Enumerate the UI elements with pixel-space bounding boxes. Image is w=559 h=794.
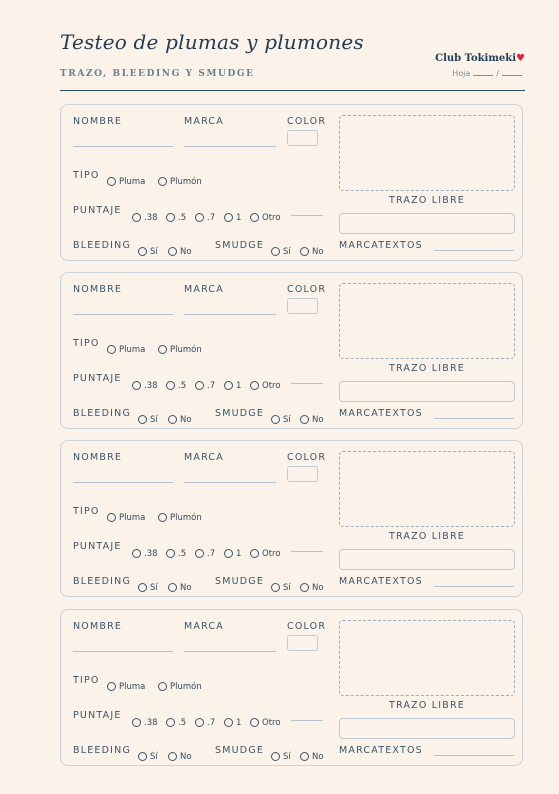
hoja-label: Hoja xyxy=(452,69,471,78)
radio-icon[interactable] xyxy=(107,345,116,354)
color-label: COLOR xyxy=(287,116,327,127)
radio-icon[interactable] xyxy=(168,247,177,256)
radio-icon[interactable] xyxy=(168,752,177,761)
test-card-2 xyxy=(60,272,523,429)
puntaje-option-label: .38 xyxy=(144,718,158,728)
bleeding-option-label: Sí xyxy=(150,583,158,593)
puntaje-option[interactable] xyxy=(166,205,186,224)
tipo-option[interactable] xyxy=(158,505,202,524)
color-label: COLOR xyxy=(287,284,327,295)
bleeding-option[interactable] xyxy=(168,744,192,763)
marca-field[interactable] xyxy=(184,314,276,315)
smudge-label: SMUDGE xyxy=(215,576,265,587)
color-swatch[interactable] xyxy=(287,298,318,314)
trazo-libre-box[interactable] xyxy=(339,115,515,191)
marca-label: MARCA xyxy=(184,452,224,463)
puntaje-option[interactable] xyxy=(195,541,215,560)
smudge-option[interactable] xyxy=(271,744,291,763)
tipo-option[interactable] xyxy=(107,505,145,524)
brand-logo xyxy=(435,53,525,64)
bleeding-option[interactable] xyxy=(138,744,158,763)
puntaje-label: PUNTAJE xyxy=(73,205,122,216)
smudge-option[interactable] xyxy=(300,575,324,594)
tipo-option[interactable] xyxy=(158,674,202,693)
puntaje-option[interactable] xyxy=(195,373,215,392)
bleeding-option-label: No xyxy=(180,752,192,762)
smudge-option[interactable] xyxy=(300,407,324,426)
color-swatch[interactable] xyxy=(287,466,318,482)
radio-icon[interactable] xyxy=(250,718,259,727)
radio-icon[interactable] xyxy=(300,583,309,592)
radio-icon[interactable] xyxy=(224,549,233,558)
otro-field[interactable] xyxy=(291,551,323,552)
smudge-option-label: Sí xyxy=(283,247,291,257)
tipo-option-label: Plumón xyxy=(170,345,202,355)
marcatextos-label: MARCATEXTOS xyxy=(339,408,423,419)
color-swatch[interactable] xyxy=(287,130,318,146)
hoja-blank-2[interactable] xyxy=(502,75,522,76)
bleeding-option[interactable] xyxy=(138,407,158,426)
bleeding-option-label: No xyxy=(180,415,192,425)
bleeding-label: BLEEDING xyxy=(73,240,131,251)
heart-icon: ♥ xyxy=(516,53,525,64)
puntaje-option-label: .38 xyxy=(144,549,158,559)
radio-icon[interactable] xyxy=(107,177,116,186)
puntaje-option[interactable] xyxy=(224,373,241,392)
nombre-field[interactable] xyxy=(73,651,173,652)
trazo-libre-input[interactable] xyxy=(339,381,515,402)
bleeding-option-label: Sí xyxy=(150,415,158,425)
trazo-libre-box[interactable] xyxy=(339,283,515,359)
puntaje-option-label: Otro xyxy=(262,718,281,728)
radio-icon[interactable] xyxy=(107,682,116,691)
puntaje-option[interactable] xyxy=(166,710,186,729)
puntaje-option-label: .38 xyxy=(144,381,158,391)
puntaje-option[interactable] xyxy=(224,710,241,729)
puntaje-option[interactable] xyxy=(250,205,281,224)
puntaje-option[interactable] xyxy=(132,541,158,560)
page-title: Testeo de plumas y plumones xyxy=(60,30,364,54)
smudge-label: SMUDGE xyxy=(215,745,265,756)
marca-label: MARCA xyxy=(184,116,224,127)
marca-field[interactable] xyxy=(184,651,276,652)
smudge-option[interactable] xyxy=(271,239,291,258)
puntaje-option-label: .5 xyxy=(178,718,187,728)
radio-icon[interactable] xyxy=(271,752,280,761)
puntaje-option[interactable] xyxy=(132,373,158,392)
tipo-option[interactable] xyxy=(107,169,145,188)
smudge-option-label: No xyxy=(312,415,324,425)
puntaje-option-label: .7 xyxy=(207,549,216,559)
puntaje-label: PUNTAJE xyxy=(73,541,122,552)
header-divider xyxy=(60,90,525,91)
trazo-libre-input[interactable] xyxy=(339,549,515,570)
marca-label: MARCA xyxy=(184,284,224,295)
tipo-option-label: Pluma xyxy=(119,177,146,187)
smudge-option-label: Sí xyxy=(283,752,291,762)
radio-icon[interactable] xyxy=(166,549,175,558)
radio-icon[interactable] xyxy=(195,213,204,222)
tipo-label: TIPO xyxy=(73,170,100,181)
marca-field[interactable] xyxy=(184,146,276,147)
smudge-option-label: No xyxy=(312,752,324,762)
radio-icon[interactable] xyxy=(168,583,177,592)
trazo-libre-input[interactable] xyxy=(339,213,515,234)
tipo-label: TIPO xyxy=(73,506,100,517)
bleeding-option-label: No xyxy=(180,247,192,257)
radio-icon[interactable] xyxy=(224,213,233,222)
radio-icon[interactable] xyxy=(132,549,141,558)
marcatextos-field[interactable] xyxy=(434,418,514,419)
tipo-option-label: Plumón xyxy=(170,513,202,523)
test-card-4 xyxy=(60,609,523,766)
radio-icon[interactable] xyxy=(300,415,309,424)
marcatextos-label: MARCATEXTOS xyxy=(339,576,423,587)
nombre-field[interactable] xyxy=(73,482,173,483)
test-card-3 xyxy=(60,440,523,597)
tipo-option[interactable] xyxy=(107,337,145,356)
puntaje-option[interactable] xyxy=(195,205,215,224)
puntaje-option[interactable] xyxy=(224,205,241,224)
radio-icon[interactable] xyxy=(158,682,167,691)
puntaje-option-label: .5 xyxy=(178,381,187,391)
trazo-libre-box[interactable] xyxy=(339,451,515,527)
bleeding-option-label: Sí xyxy=(150,247,158,257)
radio-icon[interactable] xyxy=(224,718,233,727)
tipo-label: TIPO xyxy=(73,675,100,686)
marcatextos-field[interactable] xyxy=(434,250,514,251)
tipo-option-label: Pluma xyxy=(119,513,146,523)
smudge-option[interactable] xyxy=(271,407,291,426)
test-card-1 xyxy=(60,104,523,261)
radio-icon[interactable] xyxy=(166,718,175,727)
smudge-label: SMUDGE xyxy=(215,240,265,251)
tipo-option-label: Plumón xyxy=(170,177,202,187)
puntaje-option[interactable] xyxy=(132,205,158,224)
trazo-libre-label: TRAZO LIBRE xyxy=(389,195,465,206)
radio-icon[interactable] xyxy=(271,583,280,592)
smudge-option-label: No xyxy=(312,247,324,257)
puntaje-option-label: .7 xyxy=(207,718,216,728)
brand-name: Club Tokimeki xyxy=(435,53,517,64)
puntaje-option-label: .7 xyxy=(207,213,216,223)
marca-field[interactable] xyxy=(184,482,276,483)
puntaje-option[interactable] xyxy=(166,541,186,560)
hoja-blank-1[interactable] xyxy=(473,75,493,76)
page-subtitle: TRAZO, BLEEDING Y SMUDGE xyxy=(60,69,255,79)
radio-icon[interactable] xyxy=(195,718,204,727)
radio-icon[interactable] xyxy=(138,247,147,256)
trazo-libre-label: TRAZO LIBRE xyxy=(389,700,465,711)
smudge-option[interactable] xyxy=(300,239,324,258)
otro-field[interactable] xyxy=(291,720,323,721)
trazo-libre-label: TRAZO LIBRE xyxy=(389,363,465,374)
puntaje-option-label: 1 xyxy=(236,381,242,391)
puntaje-option-label: .5 xyxy=(178,213,187,223)
puntaje-option-label: .38 xyxy=(144,213,158,223)
puntaje-option-label: .7 xyxy=(207,381,216,391)
radio-icon[interactable] xyxy=(250,213,259,222)
nombre-label: NOMBRE xyxy=(73,116,123,127)
bleeding-option-label: Sí xyxy=(150,752,158,762)
smudge-label: SMUDGE xyxy=(215,408,265,419)
smudge-option-label: Sí xyxy=(283,415,291,425)
radio-icon[interactable] xyxy=(107,513,116,522)
hoja-separator: / xyxy=(496,69,499,78)
puntaje-option[interactable] xyxy=(224,541,241,560)
radio-icon[interactable] xyxy=(168,415,177,424)
radio-icon[interactable] xyxy=(158,177,167,186)
marcatextos-label: MARCATEXTOS xyxy=(339,240,423,251)
color-swatch[interactable] xyxy=(287,635,318,651)
otro-field[interactable] xyxy=(291,215,323,216)
puntaje-option-label: Otro xyxy=(262,549,281,559)
radio-icon[interactable] xyxy=(158,513,167,522)
radio-icon[interactable] xyxy=(250,549,259,558)
nombre-label: NOMBRE xyxy=(73,284,123,295)
smudge-option-label: Sí xyxy=(283,583,291,593)
puntaje-option-label: 1 xyxy=(236,549,242,559)
marcatextos-field[interactable] xyxy=(434,755,514,756)
otro-field[interactable] xyxy=(291,383,323,384)
radio-icon[interactable] xyxy=(132,213,141,222)
puntaje-option-label: 1 xyxy=(236,213,242,223)
radio-icon[interactable] xyxy=(300,247,309,256)
sheet-number xyxy=(452,69,525,78)
tipo-label: TIPO xyxy=(73,338,100,349)
tipo-option[interactable] xyxy=(158,337,202,356)
radio-icon[interactable] xyxy=(300,752,309,761)
puntaje-option-label: .5 xyxy=(178,549,187,559)
puntaje-option-label: Otro xyxy=(262,381,281,391)
bleeding-option[interactable] xyxy=(168,239,192,258)
trazo-libre-input[interactable] xyxy=(339,718,515,739)
radio-icon[interactable] xyxy=(138,415,147,424)
radio-icon[interactable] xyxy=(158,345,167,354)
puntaje-option[interactable] xyxy=(195,710,215,729)
radio-icon[interactable] xyxy=(138,752,147,761)
bleeding-label: BLEEDING xyxy=(73,408,131,419)
radio-icon[interactable] xyxy=(166,381,175,390)
puntaje-option[interactable] xyxy=(250,710,281,729)
puntaje-option[interactable] xyxy=(132,710,158,729)
color-label: COLOR xyxy=(287,452,327,463)
tipo-option-label: Pluma xyxy=(119,682,146,692)
nombre-label: NOMBRE xyxy=(73,621,123,632)
nombre-label: NOMBRE xyxy=(73,452,123,463)
radio-icon[interactable] xyxy=(271,415,280,424)
bleeding-label: BLEEDING xyxy=(73,745,131,756)
smudge-option-label: No xyxy=(312,583,324,593)
marcatextos-label: MARCATEXTOS xyxy=(339,745,423,756)
puntaje-label: PUNTAJE xyxy=(73,373,122,384)
bleeding-option-label: No xyxy=(180,583,192,593)
bleeding-option[interactable] xyxy=(138,239,158,258)
trazo-libre-label: TRAZO LIBRE xyxy=(389,531,465,542)
bleeding-option[interactable] xyxy=(168,407,192,426)
puntaje-label: PUNTAJE xyxy=(73,710,122,721)
puntaje-option-label: Otro xyxy=(262,213,281,223)
radio-icon[interactable] xyxy=(195,549,204,558)
radio-icon[interactable] xyxy=(166,213,175,222)
radio-icon[interactable] xyxy=(138,583,147,592)
tipo-option-label: Pluma xyxy=(119,345,146,355)
nombre-field[interactable] xyxy=(73,146,173,147)
trazo-libre-box[interactable] xyxy=(339,620,515,696)
puntaje-option[interactable] xyxy=(166,373,186,392)
nombre-field[interactable] xyxy=(73,314,173,315)
radio-icon[interactable] xyxy=(132,381,141,390)
puntaje-option[interactable] xyxy=(250,373,281,392)
smudge-option[interactable] xyxy=(271,575,291,594)
tipo-option[interactable] xyxy=(158,169,202,188)
radio-icon[interactable] xyxy=(195,381,204,390)
radio-icon[interactable] xyxy=(224,381,233,390)
tipo-option-label: Plumón xyxy=(170,682,202,692)
smudge-option[interactable] xyxy=(300,744,324,763)
bleeding-option[interactable] xyxy=(138,575,158,594)
puntaje-option-label: 1 xyxy=(236,718,242,728)
radio-icon[interactable] xyxy=(250,381,259,390)
bleeding-label: BLEEDING xyxy=(73,576,131,587)
puntaje-option[interactable] xyxy=(250,541,281,560)
color-label: COLOR xyxy=(287,621,327,632)
radio-icon[interactable] xyxy=(132,718,141,727)
bleeding-option[interactable] xyxy=(168,575,192,594)
marca-label: MARCA xyxy=(184,621,224,632)
tipo-option[interactable] xyxy=(107,674,145,693)
marcatextos-field[interactable] xyxy=(434,586,514,587)
radio-icon[interactable] xyxy=(271,247,280,256)
